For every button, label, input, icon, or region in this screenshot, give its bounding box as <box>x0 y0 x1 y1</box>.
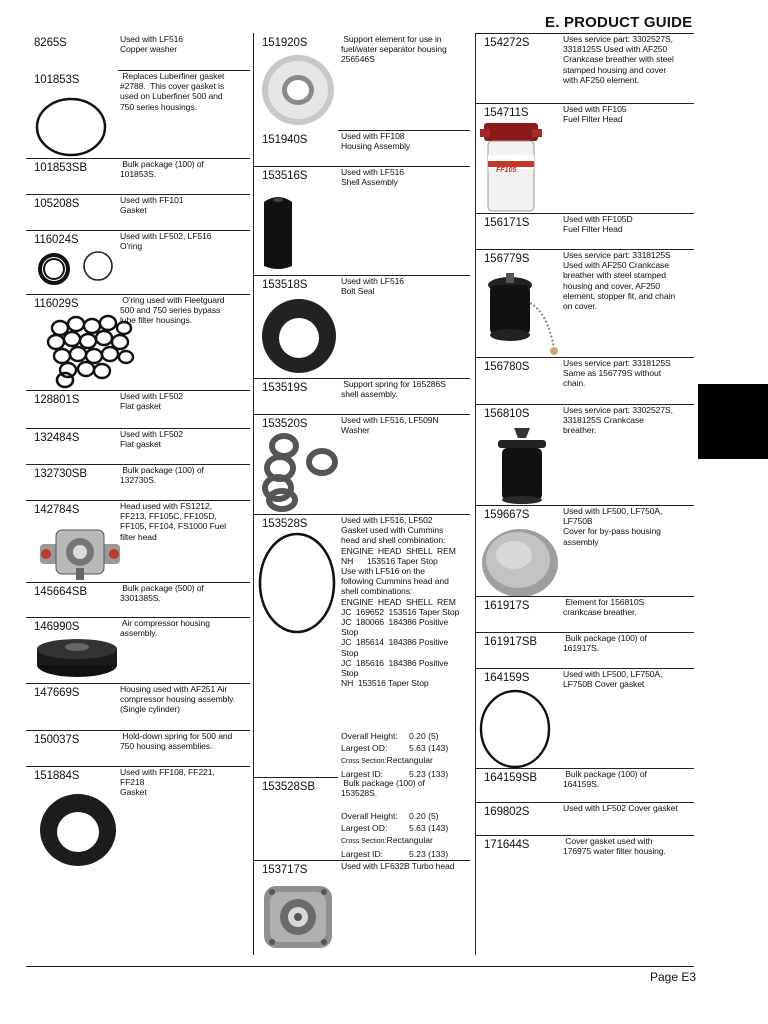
part-description: Uses service part: 3318125S Used with AF250 Crankcase breather with steel stamped housing and cover, AF250 element, stopper fit, and chain on cover. <box>563 250 676 312</box>
part-description: Uses service part: 3302527S, 3318125S Used with AF250 Crankcase breather with steel stamped housing and cover with AF250 element. <box>563 34 674 85</box>
part-description: Bulk package (100) of 132730S. <box>120 465 204 486</box>
part-description: Used with LF516 Bolt Seal <box>341 276 404 297</box>
part-description: Uses service part: 3318125S Same as 156779S without chain. <box>563 358 671 389</box>
part-description: Used with LF516 Copper washer <box>120 34 183 55</box>
part-description: Element for 156810S crankcase breather. <box>563 597 645 618</box>
part-number: 128801S <box>34 394 80 406</box>
gasket-ring-image <box>34 96 108 158</box>
part-number: 153519S <box>262 382 308 394</box>
part-description: Used with LF502, LF516 O'ring <box>120 231 212 252</box>
shell-assembly-image <box>260 192 296 272</box>
part-description: Used with LF500, LF750A, LF750B Cover gasket <box>563 669 663 690</box>
housing-cover-image <box>480 527 560 599</box>
part-number: 159667S <box>484 509 530 521</box>
part-number: 147669S <box>34 687 80 699</box>
part-number: 164159SB <box>484 772 537 784</box>
crankcase-breather-image <box>494 424 550 506</box>
part-description: Used with LF502 Flat gasket <box>120 429 183 450</box>
part-description: Bulk package (500) of 3301385S. <box>120 583 204 604</box>
part-number: 153717S <box>262 864 308 876</box>
washers-image <box>260 432 346 512</box>
part-description: Support element for use in fuel/water separator housing 256546S <box>341 34 447 65</box>
part-number: 171644S <box>484 839 530 851</box>
part-number: 116024S <box>34 234 79 246</box>
part-description: Head used with FS1212, FF213, FF105C, FF105D, FF105, FF104, FS1000 Fuel filter head <box>120 501 226 542</box>
support-element-image <box>260 53 336 127</box>
part-description: Used with LF500, LF750A, LF750B Cover for by-pass housing assembly <box>563 506 663 547</box>
part-description: Used with LF516 Shell Assembly <box>341 167 404 188</box>
part-number: 156780S <box>484 361 530 373</box>
part-description: Bulk package (100) of 153528S. <box>341 778 425 799</box>
part-description: Used with LF502 Flat gasket <box>120 391 183 412</box>
section-tab <box>698 384 768 459</box>
fuel-filter-head-image <box>36 522 124 582</box>
part-description: Bulk package (100) of 101853S. <box>120 159 204 180</box>
part-description: Bulk package (100) of 161917S. <box>563 633 647 654</box>
compressor-housing-image <box>34 635 120 679</box>
part-number: 132730SB <box>34 468 87 480</box>
part-number: 169802S <box>484 806 530 818</box>
column-divider-1 <box>253 33 254 955</box>
part-description: Used with FF105D Fuel Filter Head <box>563 214 633 235</box>
part-description: Used with FF101 Gasket <box>120 195 184 216</box>
part-number: 164159S <box>484 672 530 684</box>
part-description: Hold-down spring for 500 and 750 housing assemblies. <box>120 731 233 752</box>
part-number: 151920S <box>262 37 308 49</box>
part-number: 156810S <box>484 408 530 420</box>
part-description: Bulk package (100) of 164159S. <box>563 769 647 790</box>
part-description: Housing used with AF251 Air compressor housing assembly. (Single cylinder) <box>120 684 236 715</box>
crankcase-breather-image <box>482 269 566 361</box>
spec-table: Overall Height: 0.20 (5) Largest OD: 5.63 (143) Cross Section:Rectangular Largest ID: 5.23 (133) <box>341 731 449 779</box>
part-number: 153518S <box>262 279 308 291</box>
part-number: 153520S <box>262 418 308 430</box>
part-description: O'ring used with Fleetguard 500 and 750 series bypass lube filter housings. <box>120 295 225 326</box>
part-number: 161917S <box>484 600 530 612</box>
part-number: 146990S <box>34 621 80 633</box>
part-number: 153516S <box>262 170 308 182</box>
filter-label: FF105 <box>496 167 517 174</box>
part-description: Replaces Luberfiner gasket #2788. This cover gasket is used on Luberfiner 500 and 750 series housings. <box>120 71 225 112</box>
part-number: 142784S <box>34 504 80 516</box>
part-description: Used with LF502 Cover gasket <box>563 803 678 813</box>
part-number: 161917SB <box>484 636 537 648</box>
part-description: Used with LF516, LF509N Washer <box>341 415 439 436</box>
part-description: Used with FF108 Housing Assembly <box>341 131 411 152</box>
column-divider-2 <box>475 33 476 955</box>
part-number: 150037S <box>34 734 80 746</box>
part-description: Support spring for 165286S shell assembly. <box>341 379 446 400</box>
o-ring-image <box>34 248 122 288</box>
part-description: Used with LF632B Turbo head <box>341 861 455 871</box>
part-number: 154272S <box>484 37 530 49</box>
part-number: 145664SB <box>34 586 87 598</box>
part-number: 154711S <box>484 107 529 119</box>
spec-table: Overall Height: 0.20 (5) Largest OD: 5.63 (143) Cross Section:Rectangular Largest ID: 5.23 (133) <box>341 811 449 859</box>
part-description: Used with FF108, FF221, FF218 Gasket <box>120 767 215 798</box>
cover-gasket-image <box>478 688 552 770</box>
part-number: 101853SB <box>34 162 87 174</box>
part-number: 105208S <box>34 198 80 210</box>
part-number: 132484S <box>34 432 80 444</box>
part-description: Used with LF516, LF502 Gasket used with Cummins head and shell combination: ENGINE HEAD SHELL REM NH 153516 Taper Stop Use with LF516 on the following Cummins head and shell combinations: ENGINE HEAD SHELL REM JC 169652 153516 Taper Stop JC 180066 184386 Positive Stop JC 185614 184386 Positive Stop JC 185616 184386 Positive Stop NH 153516 Taper Stop <box>341 515 460 689</box>
gasket-ring-image <box>256 530 338 636</box>
part-number: 8265S <box>34 37 67 49</box>
turbo-head-image <box>260 880 336 952</box>
page-number: Page E3 <box>650 970 697 984</box>
part-number: 101853S <box>34 74 80 86</box>
part-number: 156171S <box>484 217 530 229</box>
part-description: Air compressor housing assembly. <box>120 618 210 639</box>
page-title: E. PRODUCT GUIDE <box>545 14 693 31</box>
part-description: Cover gasket used with 176975 water filter housing. <box>563 836 666 857</box>
part-number: 116029S <box>34 298 79 310</box>
part-description: Used with FF105 Fuel Filter Head <box>563 104 627 125</box>
part-number: 151940S <box>262 134 308 146</box>
footer-rule <box>26 966 694 967</box>
single-o-ring-image <box>54 370 76 390</box>
part-number: 156779S <box>484 253 530 265</box>
bolt-seal-image <box>260 297 338 375</box>
part-number: 151884S <box>34 770 80 782</box>
part-number: 153528SB <box>262 781 315 793</box>
gasket-image <box>36 790 120 870</box>
part-number: 153528S <box>262 518 308 530</box>
part-description: Uses service part: 3302527S, 3318125S Crankcase breather. <box>563 405 673 436</box>
